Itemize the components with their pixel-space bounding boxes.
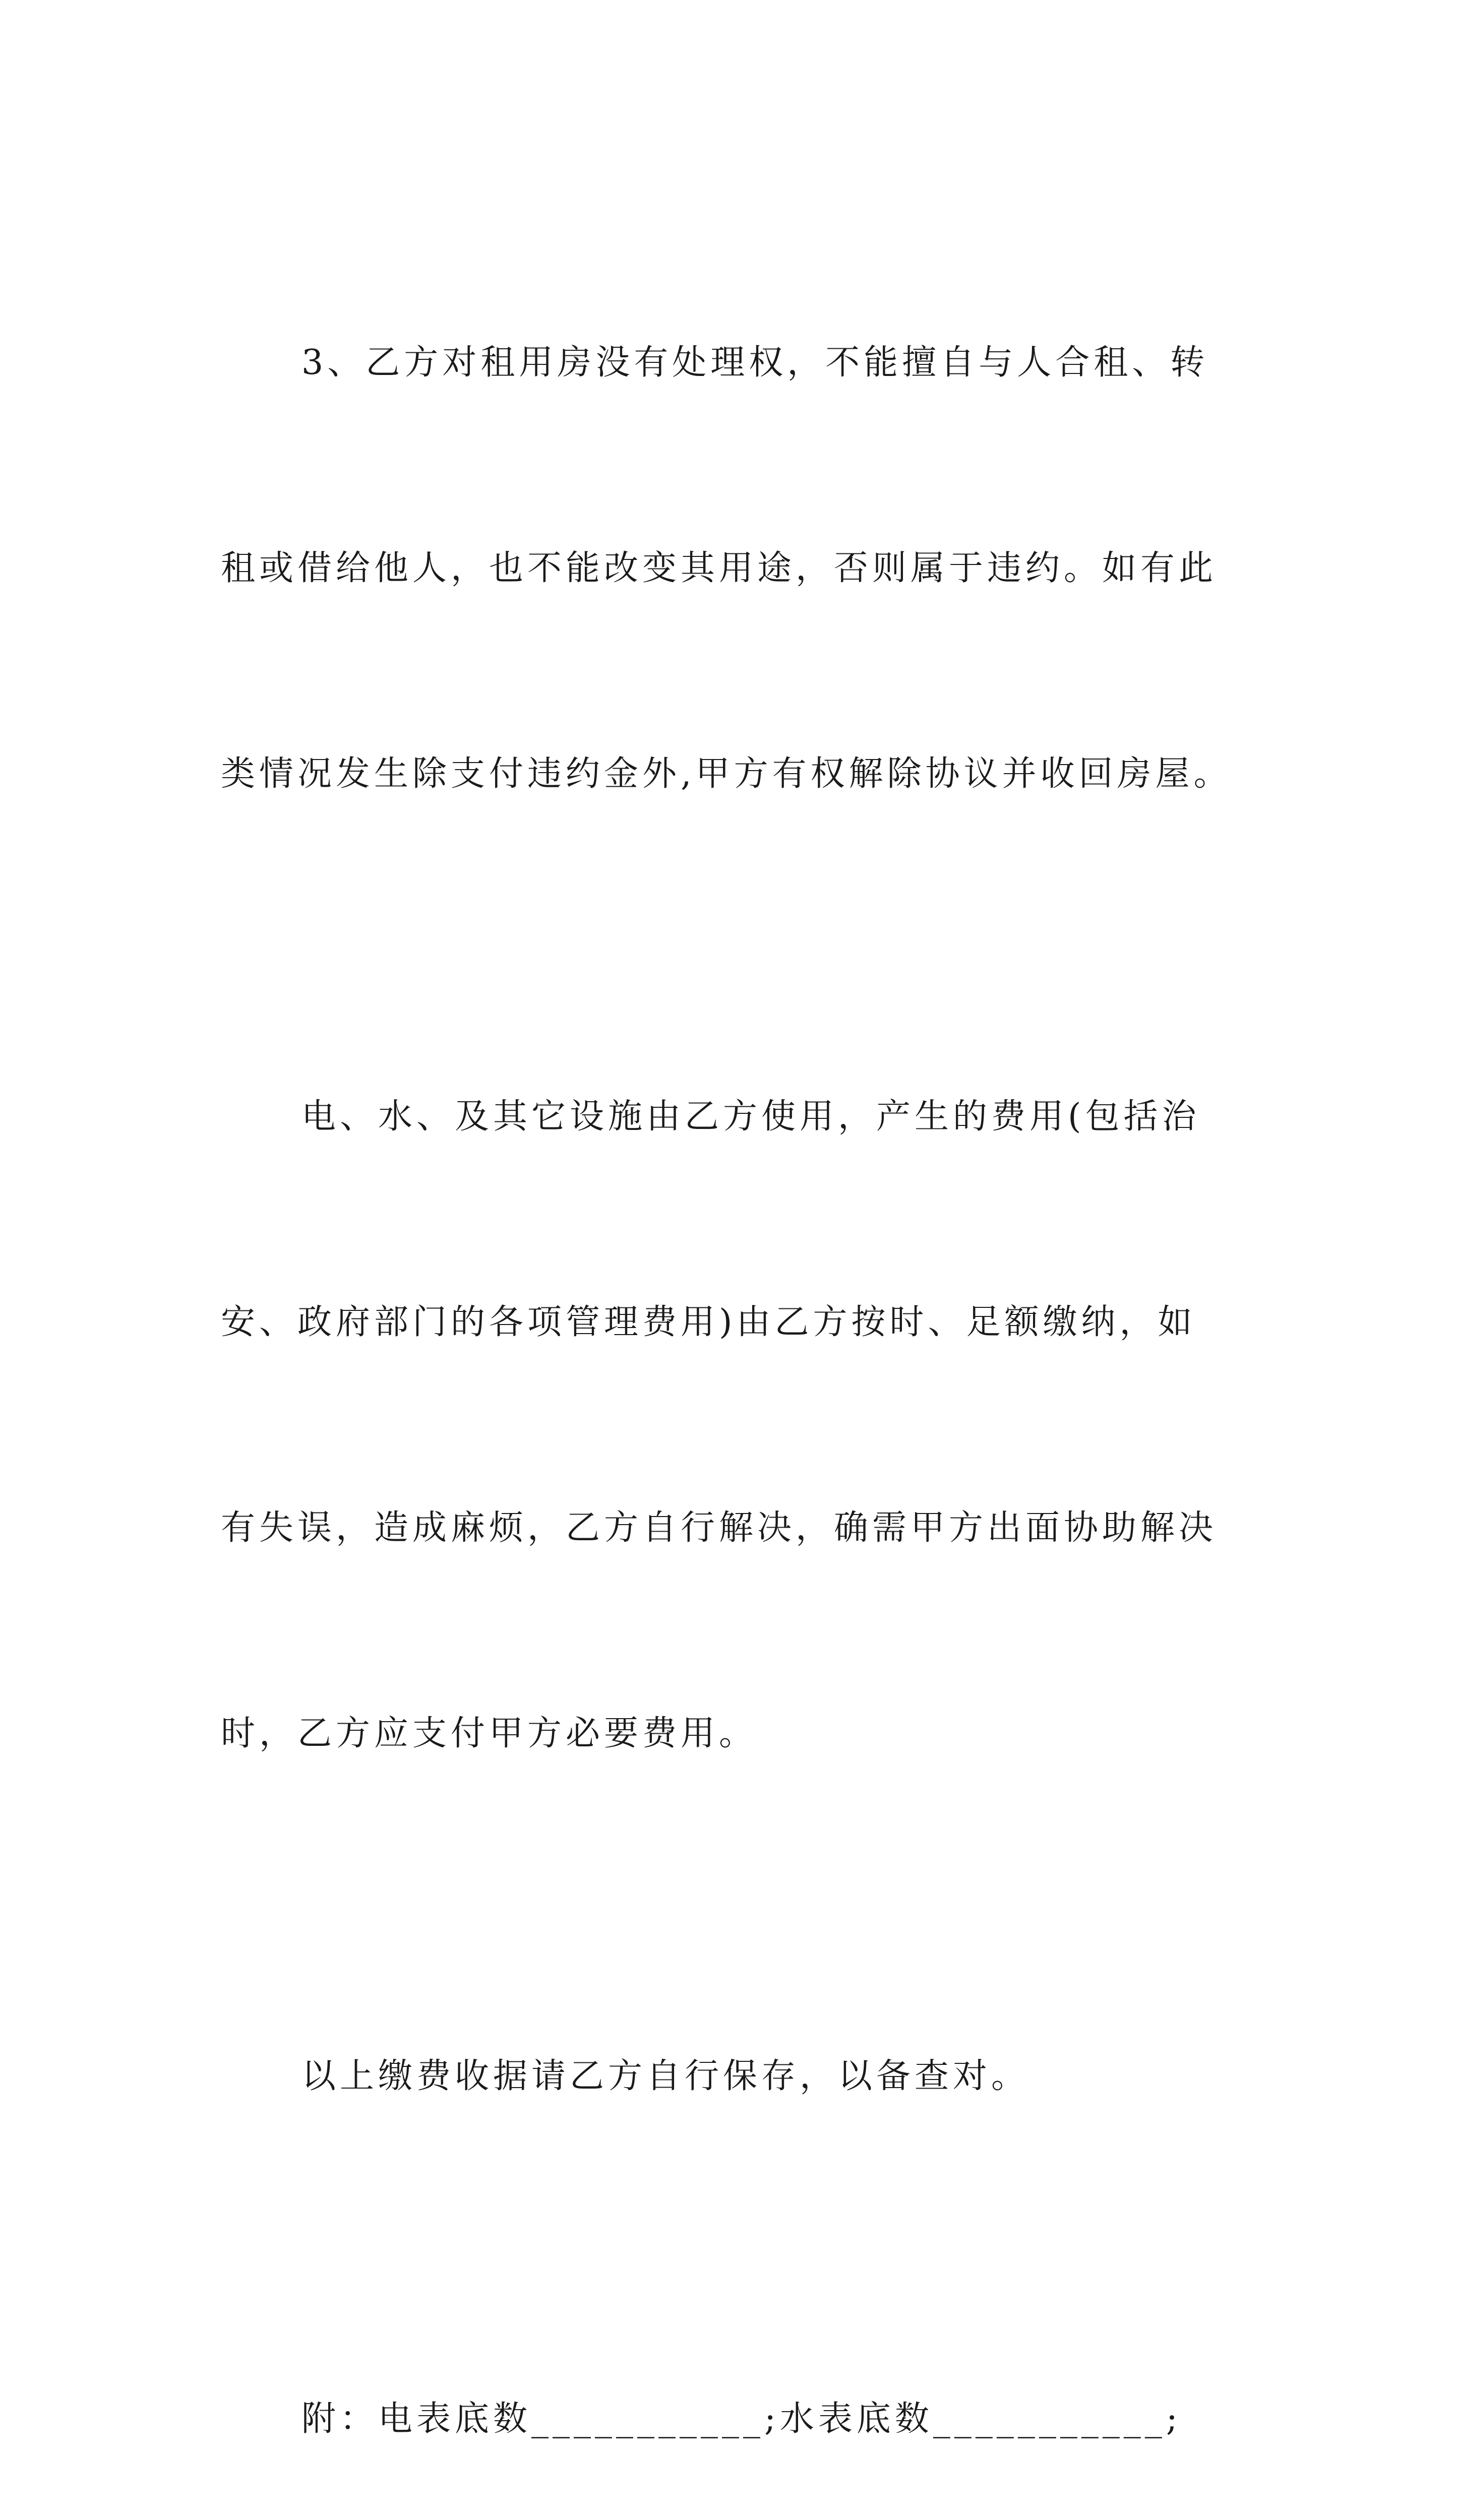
paragraph-clause-4-3	[221, 192, 1239, 946]
meter-readings-line: 附：电表底数___________;水表底数___________;	[301, 2399, 1182, 2439]
text-line: 时，乙方应支付甲方必要费用。	[221, 1714, 758, 1753]
document-body	[221, 192, 1239, 2520]
text-line: 3、乙方对租用房没有处理权，不能擅自与人合租、转	[301, 343, 1209, 383]
text-line: 租或借给他人，也不能改变其用途，否则属于违约。如有此	[221, 548, 1218, 588]
text-line: 以上缴费收据请乙方自行保存，以备查对。	[301, 2056, 1030, 2096]
text-line: 有失误，造成麻烦，乙方自行解决，确需甲方出面协助解决	[221, 1508, 1218, 1548]
text-line: 电、水、及其它设施由乙方使用，产生的费用(包括治	[301, 1097, 1200, 1137]
text-line: 类情况发生除支付违约金外,甲方有权解除协议并收回房屋。	[221, 754, 1232, 794]
paragraph-receipts	[221, 1905, 1239, 2248]
paragraph-utilities	[221, 946, 1239, 1905]
text-line: 安、政府部门的各项管理费用)由乙方按时、足额缴纳，如	[221, 1302, 1196, 1342]
paragraph-meter-readings	[221, 2248, 1239, 2520]
